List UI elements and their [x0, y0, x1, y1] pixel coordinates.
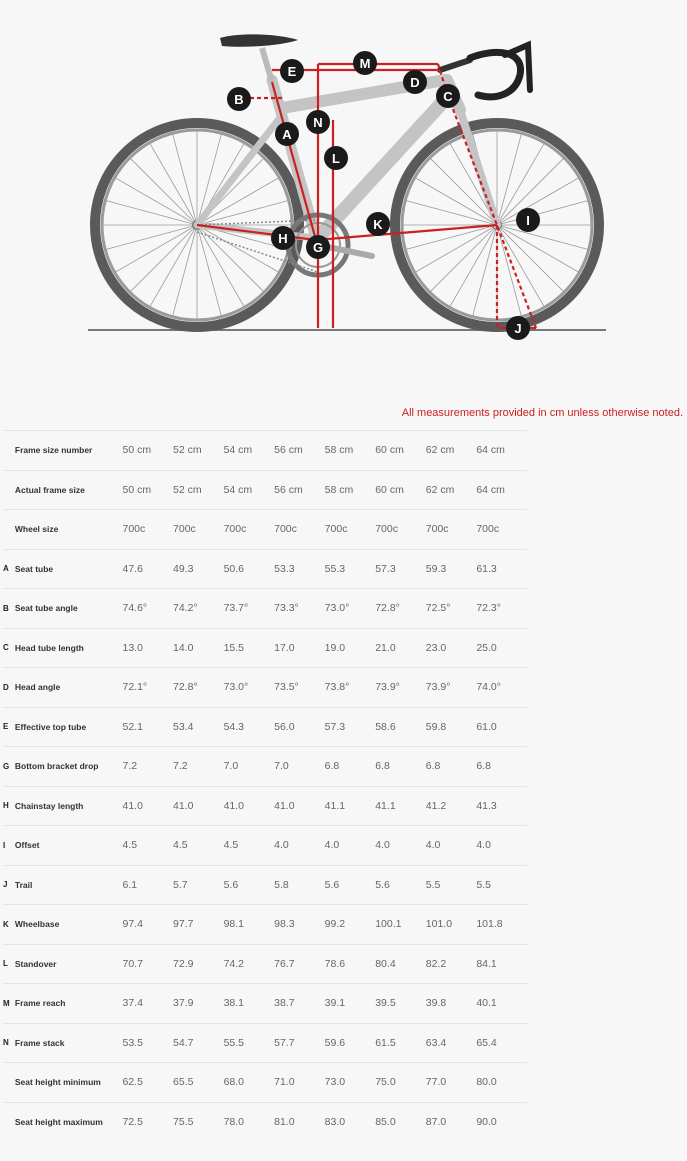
table-cell: 62 cm: [426, 470, 477, 510]
table-cell: 72.5: [122, 1102, 173, 1141]
svg-text:N: N: [313, 115, 323, 130]
table-cell: 700c: [476, 510, 527, 550]
row-key: K: [3, 905, 15, 945]
table-cell: 62 cm: [426, 431, 477, 471]
table-cell: 65.4: [476, 1023, 527, 1063]
table-cell: 4.0: [476, 826, 527, 866]
row-key: L: [3, 944, 15, 984]
row-label: Chainstay length: [15, 786, 123, 826]
table-cell: 74.2: [224, 944, 275, 984]
row-key: [3, 1102, 15, 1141]
table-cell: 73.0°: [325, 589, 376, 629]
table-cell: 78.0: [224, 1102, 275, 1141]
table-cell: 6.8: [325, 747, 376, 787]
row-key: C: [3, 628, 15, 668]
table-cell: 7.2: [122, 747, 173, 787]
marker-k: [366, 212, 390, 236]
table-cell: 101.0: [426, 905, 477, 945]
table-cell: 5.5: [426, 865, 477, 905]
table-cell: 41.3: [476, 786, 527, 826]
table-cell: 90.0: [476, 1102, 527, 1141]
table-cell: 71.0: [274, 1063, 325, 1103]
table-cell: 4.5: [173, 826, 224, 866]
table-cell: 52.1: [122, 707, 173, 747]
row-key: [3, 431, 15, 471]
table-cell: 52 cm: [173, 431, 224, 471]
table-cell: 98.3: [274, 905, 325, 945]
table-row: [3, 865, 527, 905]
table-row: [3, 628, 527, 668]
table-row: [3, 905, 527, 945]
row-label: Effective top tube: [15, 707, 123, 747]
table-cell: 77.0: [426, 1063, 477, 1103]
table-row: [3, 1023, 527, 1063]
table-row: [3, 747, 527, 787]
table-cell: 56 cm: [274, 431, 325, 471]
table-cell: 55.3: [325, 549, 376, 589]
table-cell: 61.0: [476, 707, 527, 747]
row-label: Seat height maximum: [15, 1102, 123, 1141]
table-cell: 25.0: [476, 628, 527, 668]
marker-d: [403, 70, 427, 94]
marker-g: [306, 235, 330, 259]
table-cell: 75.0: [375, 1063, 426, 1103]
table-cell: 97.4: [122, 905, 173, 945]
table-row: [3, 668, 527, 708]
marker-h: [271, 226, 295, 250]
table-cell: 7.0: [274, 747, 325, 787]
table-cell: 4.0: [274, 826, 325, 866]
table-cell: 54.3: [224, 707, 275, 747]
table-cell: 50.6: [224, 549, 275, 589]
row-key: D: [3, 668, 15, 708]
table-cell: 54.7: [173, 1023, 224, 1063]
table-cell: 53.3: [274, 549, 325, 589]
table-cell: 75.5: [173, 1102, 224, 1141]
table-cell: 5.5: [476, 865, 527, 905]
row-key: B: [3, 589, 15, 629]
table-cell: 58 cm: [325, 431, 376, 471]
svg-text:K: K: [373, 217, 383, 232]
table-cell: 7.0: [224, 747, 275, 787]
table-cell: 52 cm: [173, 470, 224, 510]
table-cell: 58 cm: [325, 470, 376, 510]
row-key: H: [3, 786, 15, 826]
table-cell: 101.8: [476, 905, 527, 945]
svg-text:B: B: [234, 92, 244, 107]
svg-text:C: C: [443, 89, 453, 104]
table-cell: 15.5: [224, 628, 275, 668]
table-row: [3, 1102, 527, 1141]
table-cell: 6.8: [375, 747, 426, 787]
table-cell: 23.0: [426, 628, 477, 668]
table-cell: 83.0: [325, 1102, 376, 1141]
table-cell: 84.1: [476, 944, 527, 984]
table-row: [3, 589, 527, 629]
table-cell: 54 cm: [224, 470, 275, 510]
table-cell: 73.0°: [224, 668, 275, 708]
table-cell: 57.3: [325, 707, 376, 747]
marker-i: [516, 208, 540, 232]
row-key: A: [3, 549, 15, 589]
table-cell: 49.3: [173, 549, 224, 589]
row-label: Frame reach: [15, 984, 123, 1024]
row-label: Head angle: [15, 668, 123, 708]
table-cell: 41.1: [325, 786, 376, 826]
marker-a: [275, 122, 299, 146]
table-cell: 39.1: [325, 984, 376, 1024]
svg-text:A: A: [282, 127, 292, 142]
table-cell: 54 cm: [224, 431, 275, 471]
table-row: [3, 510, 527, 550]
table-row: [3, 944, 527, 984]
table-cell: 700c: [274, 510, 325, 550]
row-label: Wheelbase: [15, 905, 123, 945]
table-cell: 38.7: [274, 984, 325, 1024]
row-key: N: [3, 1023, 15, 1063]
marker-j: [506, 316, 530, 340]
marker-m: [353, 51, 377, 75]
table-cell: 4.5: [122, 826, 173, 866]
table-cell: 38.1: [224, 984, 275, 1024]
row-key: E: [3, 707, 15, 747]
row-label: Seat height minimum: [15, 1063, 123, 1103]
marker-b: [227, 87, 251, 111]
table-cell: 5.6: [375, 865, 426, 905]
table-cell: 74.2°: [173, 589, 224, 629]
row-label: Wheel size: [15, 510, 123, 550]
table-cell: 700c: [375, 510, 426, 550]
table-row: [3, 431, 527, 471]
table-cell: 80.4: [375, 944, 426, 984]
row-label: Frame size number: [15, 431, 123, 471]
table-cell: 73.9°: [426, 668, 477, 708]
table-cell: 73.7°: [224, 589, 275, 629]
marker-l: [324, 146, 348, 170]
table-cell: 13.0: [122, 628, 173, 668]
table-cell: 7.2: [173, 747, 224, 787]
table-cell: 41.0: [122, 786, 173, 826]
table-cell: 85.0: [375, 1102, 426, 1141]
table-cell: 68.0: [224, 1063, 275, 1103]
table-cell: 81.0: [274, 1102, 325, 1141]
svg-text:H: H: [278, 231, 288, 246]
table-cell: 39.8: [426, 984, 477, 1024]
table-cell: 41.1: [375, 786, 426, 826]
table-cell: 97.7: [173, 905, 224, 945]
table-cell: 57.3: [375, 549, 426, 589]
table-cell: 64 cm: [476, 470, 527, 510]
table-cell: 37.9: [173, 984, 224, 1024]
table-cell: 40.1: [476, 984, 527, 1024]
table-cell: 74.0°: [476, 668, 527, 708]
table-cell: 73.8°: [325, 668, 376, 708]
table-cell: 6.1: [122, 865, 173, 905]
table-cell: 58.6: [375, 707, 426, 747]
table-cell: 72.9: [173, 944, 224, 984]
table-cell: 4.5: [224, 826, 275, 866]
table-row: [3, 826, 527, 866]
table-cell: 41.0: [173, 786, 224, 826]
svg-text:G: G: [312, 240, 324, 255]
svg-text:J: J: [514, 321, 522, 336]
table-cell: 87.0: [426, 1102, 477, 1141]
row-key: [3, 510, 15, 550]
table-row: [3, 984, 527, 1024]
row-label: Head tube length: [15, 628, 123, 668]
row-key: [3, 470, 15, 510]
table-cell: 80.0: [476, 1063, 527, 1103]
table-cell: 82.2: [426, 944, 477, 984]
row-key: [3, 1063, 15, 1103]
table-cell: 6.8: [476, 747, 527, 787]
table-cell: 50 cm: [122, 431, 173, 471]
table-cell: 5.8: [274, 865, 325, 905]
table-cell: 60 cm: [375, 470, 426, 510]
table-cell: 61.3: [476, 549, 527, 589]
table-cell: 700c: [122, 510, 173, 550]
table-row: [3, 549, 527, 589]
table-cell: 59.6: [325, 1023, 376, 1063]
row-key: M: [3, 984, 15, 1024]
table-cell: 5.6: [325, 865, 376, 905]
table-cell: 4.0: [325, 826, 376, 866]
table-cell: 64 cm: [476, 431, 527, 471]
table-cell: 100.1: [375, 905, 426, 945]
svg-text:E: E: [287, 64, 297, 79]
table-cell: 72.5°: [426, 589, 477, 629]
marker-e: [280, 59, 304, 83]
table-cell: 56.0: [274, 707, 325, 747]
table-cell: 39.5: [375, 984, 426, 1024]
table-cell: 73.0: [325, 1063, 376, 1103]
table-cell: 53.5: [122, 1023, 173, 1063]
table-cell: 72.1°: [122, 668, 173, 708]
table-cell: 63.4: [426, 1023, 477, 1063]
table-cell: 47.6: [122, 549, 173, 589]
table-cell: 4.0: [426, 826, 477, 866]
table-cell: 700c: [224, 510, 275, 550]
row-label: Actual frame size: [15, 470, 123, 510]
measurement-note: All measurements provided in cm unless otherwise noted.: [401, 407, 683, 419]
table-cell: 99.2: [325, 905, 376, 945]
row-key: G: [3, 747, 15, 787]
table-cell: 5.6: [224, 865, 275, 905]
table-cell: 41.0: [224, 786, 275, 826]
row-label: Seat tube: [15, 549, 123, 589]
table-cell: 17.0: [274, 628, 325, 668]
table-cell: 65.5: [173, 1063, 224, 1103]
table-cell: 70.7: [122, 944, 173, 984]
table-cell: 5.7: [173, 865, 224, 905]
table-cell: 73.3°: [274, 589, 325, 629]
table-cell: 62.5: [122, 1063, 173, 1103]
row-label: Trail: [15, 865, 123, 905]
row-label: Frame stack: [15, 1023, 123, 1063]
marker-c: [436, 84, 460, 108]
table-cell: 60 cm: [375, 431, 426, 471]
table-cell: 59.8: [426, 707, 477, 747]
table-cell: 41.0: [274, 786, 325, 826]
table-cell: 61.5: [375, 1023, 426, 1063]
row-label: Standover: [15, 944, 123, 984]
table-cell: 37.4: [122, 984, 173, 1024]
table-cell: 700c: [426, 510, 477, 550]
table-cell: 700c: [173, 510, 224, 550]
bike-geometry-diagram: [0, 0, 687, 360]
table-cell: 73.9°: [375, 668, 426, 708]
table-cell: 59.3: [426, 549, 477, 589]
row-label: Bottom bracket drop: [15, 747, 123, 787]
row-key: I: [3, 826, 15, 866]
row-key: J: [3, 865, 15, 905]
row-label: Offset: [15, 826, 123, 866]
svg-text:I: I: [526, 213, 530, 228]
geometry-table: [3, 430, 527, 1141]
svg-text:D: D: [410, 75, 420, 90]
svg-text:L: L: [332, 151, 340, 166]
table-cell: 72.8°: [375, 589, 426, 629]
table-cell: 98.1: [224, 905, 275, 945]
table-cell: 21.0: [375, 628, 426, 668]
table-cell: 6.8: [426, 747, 477, 787]
table-cell: 700c: [325, 510, 376, 550]
table-cell: 53.4: [173, 707, 224, 747]
table-cell: 73.5°: [274, 668, 325, 708]
table-cell: 78.6: [325, 944, 376, 984]
table-cell: 41.2: [426, 786, 477, 826]
table-cell: 14.0: [173, 628, 224, 668]
row-label: Seat tube angle: [15, 589, 123, 629]
svg-text:M: M: [359, 56, 371, 71]
table-row: [3, 470, 527, 510]
table-cell: 50 cm: [122, 470, 173, 510]
table-cell: 55.5: [224, 1023, 275, 1063]
table-cell: 57.7: [274, 1023, 325, 1063]
table-cell: 72.3°: [476, 589, 527, 629]
marker-n: [306, 110, 330, 134]
table-cell: 74.6°: [122, 589, 173, 629]
table-row: [3, 786, 527, 826]
table-cell: 76.7: [274, 944, 325, 984]
table-cell: 56 cm: [274, 470, 325, 510]
table-cell: 4.0: [375, 826, 426, 866]
table-cell: 72.8°: [173, 668, 224, 708]
table-cell: 19.0: [325, 628, 376, 668]
table-row: [3, 1063, 527, 1103]
table-row: [3, 707, 527, 747]
